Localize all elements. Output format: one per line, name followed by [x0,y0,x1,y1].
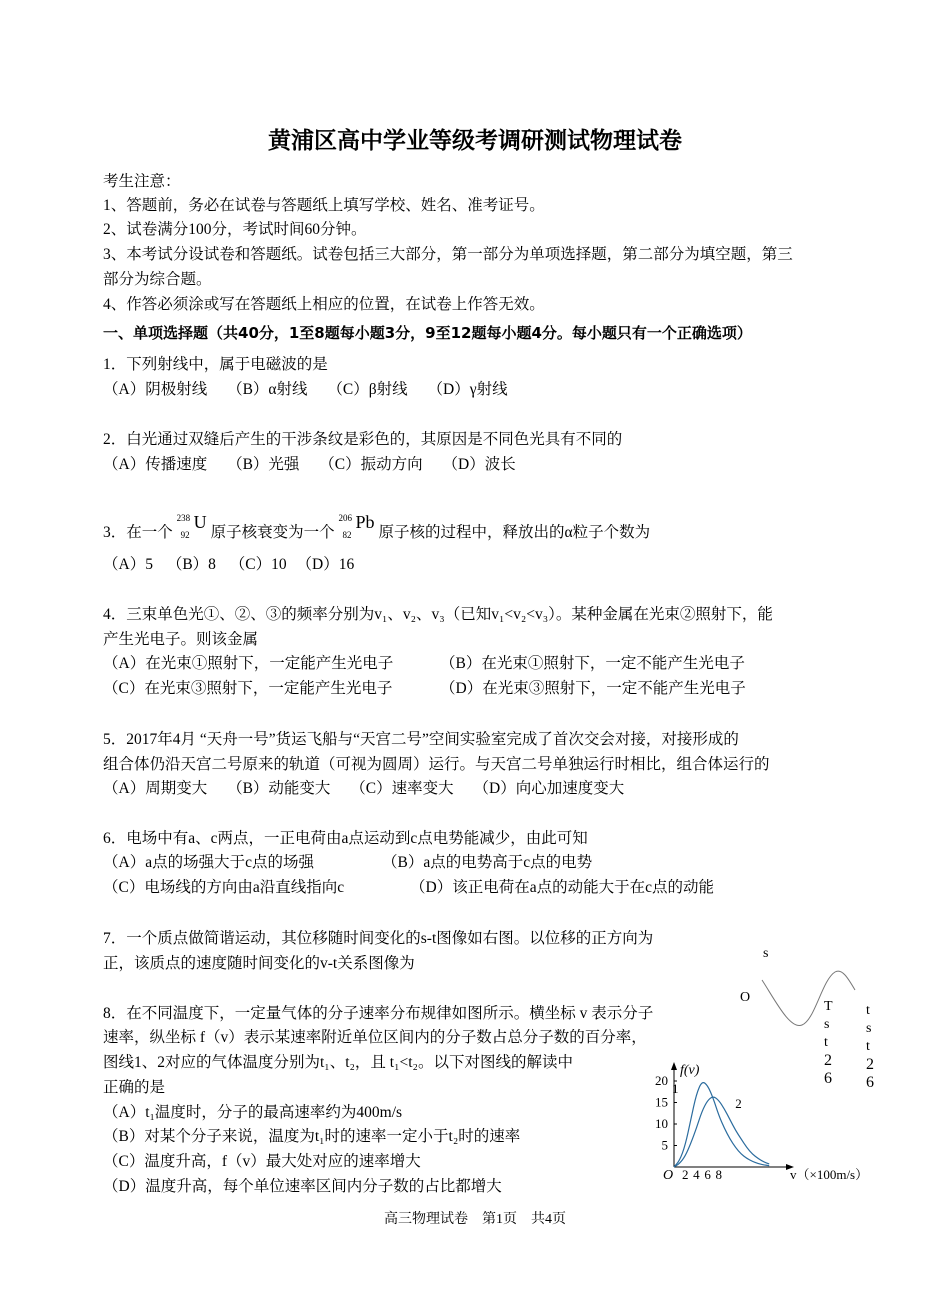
q1-option-b: （B）α射线 [227,381,308,398]
col2-t1: s [866,1021,872,1036]
q8-option-c: （C）温度升高，f（v）最大处对应的速率增大 [103,1153,421,1170]
pb-atomic-number: 82 [342,530,352,540]
q2-option-a: （A）传播速度 [103,456,208,473]
series-label-1: 1 [672,1081,679,1096]
q5-option-a: （A）周期变大 [103,780,208,797]
notice-item-2: 2、试卷满分100分，考试时间60分钟。 [103,221,367,238]
q6-option-d: （D）该正电荷在a点的动能大于在c点的动能 [410,879,714,896]
speed-distribution-chart [640,1055,880,1190]
notice-item-3-cont: 部分为综合题。 [103,271,212,288]
q6-stem: 6．电场中有a、c两点，一正电荷由a点运动到c点电势能减少，由此可知 [103,830,588,847]
col2-t2: t [866,1039,870,1054]
x-tick-label: 8 [715,1167,723,1182]
q8-option-a: （A）t₁温度时，分子的最高速率约为400m/s [103,1104,403,1121]
q8-option-d: （D）温度升高，每个单位速率区间内分子数的占比都增大 [103,1178,502,1195]
q7-line-2: 正，该质点的速度随时间变化的v-t关系图像为 [103,955,415,972]
uranium-nuclide [176,512,211,540]
q5-option-d: （D）向心加速度变大 [473,780,625,797]
q4-option-b: （B）在光束①照射下，一定不能产生光电子 [440,655,745,672]
q1-option-a: （A）阴极射线 [103,381,208,398]
q1-stem: 1．下列射线中，属于电磁波的是 [103,356,328,373]
pb-symbol: Pb [355,512,375,532]
notice-item-1: 1、答题前，务必在试卷与答题纸上填写学校、姓名、准考证号。 [103,197,545,214]
q6-option-b: （B）a点的电势高于c点的电势 [382,854,593,871]
x-tick-label: 2 [681,1167,689,1182]
q2-options [103,455,532,475]
col1-t3: 2 [824,1052,832,1069]
q3-option-c: （C）10 [229,556,287,573]
x-axis-label: v（×100m/s） [790,1167,869,1182]
q3-option-d: （D）16 [296,556,355,573]
q3-option-a: （A）5 [103,556,153,573]
q8-line-2: 速率，纵坐标 f（v）表示某速率附近单位区间内的分子数占总分子数的百分率， [103,1029,647,1046]
col2-t0: t [866,1003,870,1018]
y-axis-arrow-icon [671,1062,677,1070]
q8-line-3: 图线1、2对应的气体温度分别为t₁、t₂，且 t₁<t₂。以下对图线的解读中 [103,1054,573,1071]
col1-t2: t [824,1035,828,1050]
col2-t4: 6 [866,1074,874,1091]
q8-line-1: 8．在不同温度下，一定量气体的分子速率分布规律如图所示。横坐标 v 表示分子 [103,1005,654,1022]
x-ticks [682,1167,722,1182]
y-tick-label: 15 [655,1094,668,1110]
series-lines [672,1081,769,1167]
u-mass-number: 238 [176,513,191,523]
col1-t1: s [824,1017,830,1032]
pb-mass-number: 206 [338,513,353,523]
q3-mid: 原子核衰变为一个 [210,524,335,541]
q4-line-2: 产生光电子。则该金属 [103,631,259,648]
q2-stem: 2．白光通过双缝后产生的干涉条纹是彩色的，其原因是不同色光具有不同的 [103,431,623,448]
u-symbol: U [193,512,207,532]
q4-line-1: 4．三束单色光①、②、③的频率分别为v₁、v₂、v₃（已知v₁<v₂<v₃）。某种金属在光束②照射下，能 [103,606,773,623]
q6-option-c: （C）电场线的方向由a沿直线指向c [103,879,345,896]
q2-option-b: （B）光强 [227,456,300,473]
q3-option-b: （B）8 [166,556,216,573]
q5-line-2: 组合体仍沿天宫二号原来的轨道（可视为圆周）运行。与天宫二号单独运行时相比，组合体运行的 [103,756,770,773]
y-tick-label: 20 [655,1073,668,1088]
q8-option-b: （B）对某个分子来说，温度为t₁时的速率一定小于t₂时的速率 [103,1128,521,1145]
q5-option-b: （B）动能变大 [227,780,331,797]
q6-option-a: （A）a点的场强大于c点的场强 [103,854,314,871]
col1-t4: 6 [824,1070,832,1087]
q3-stem [103,512,651,543]
q4-option-a: （A）在光束①照射下，一定能产生光电子 [103,655,394,672]
q3-post: 原子核的过程中，释放出的α粒子个数为 [378,524,651,541]
q1-option-c: （C）β射线 [327,381,408,398]
q5-options [103,779,640,799]
origin-label: O [663,1168,674,1183]
section-heading: 一、单项选择题（共40分，1至8题每小题3分，9至12题每小题4分。每小题只有一个正确选项） [103,324,752,342]
q1-option-d: （D）γ射线 [427,381,508,398]
y-tick-label: 5 [661,1137,668,1153]
q4-option-d: （D）在光束③照射下，一定不能产生光电子 [440,680,746,697]
x-tick-label: 4 [693,1167,700,1182]
notice-item-4: 4、作答必须涂或写在答题纸上相应的位置，在试卷上作答无效。 [103,296,545,313]
q2-option-d: （D）波长 [442,456,516,473]
q8-line-4: 正确的是 [103,1079,166,1096]
col2-t3: 2 [866,1056,874,1073]
series-line-1 [674,1083,769,1167]
lead-nuclide [338,512,379,540]
q2-option-c: （C）振动方向 [319,456,423,473]
notice-item-3: 3、本考试分设试卷和答题纸。试卷包括三大部分，第一部分为单项选择题，第二部分为填空题，第三 [103,246,793,263]
col1-t0: T [824,999,833,1014]
y-tick-label: 10 [655,1116,668,1131]
st-curve [762,971,855,1025]
q4-option-c: （C）在光束③照射下，一定能产生光电子 [103,680,393,697]
u-atomic-number: 92 [180,530,190,540]
q3-options [103,555,370,575]
q5-option-c: （C）速率变大 [350,780,454,797]
q1-options [103,380,524,400]
y-axis-label: f(v) [680,1063,700,1078]
x-tick-label: 6 [704,1167,711,1182]
page-title: 黄浦区高中学业等级考调研测试物理试卷 [268,128,682,154]
q7-line-1: 7．一个质点做简谐运动，其位移随时间变化的s-t图像如右图。以位移的正方向为 [103,930,654,947]
st-s-label: s [763,946,769,961]
series-label-2: 2 [735,1096,742,1112]
notice-heading: 考生注意： [103,173,181,190]
st-origin-label: O [740,990,751,1005]
q3-pre: 3．在一个 [103,524,173,541]
page-footer: 高三物理试卷 第1页 共4页 [384,1212,566,1227]
q5-line-1: 5．2017年4月 “天舟一号”货运飞船与“天宫二号”空间实验室完成了首次交会对接，对接形成的 [103,731,739,748]
st-graph [760,960,860,1040]
